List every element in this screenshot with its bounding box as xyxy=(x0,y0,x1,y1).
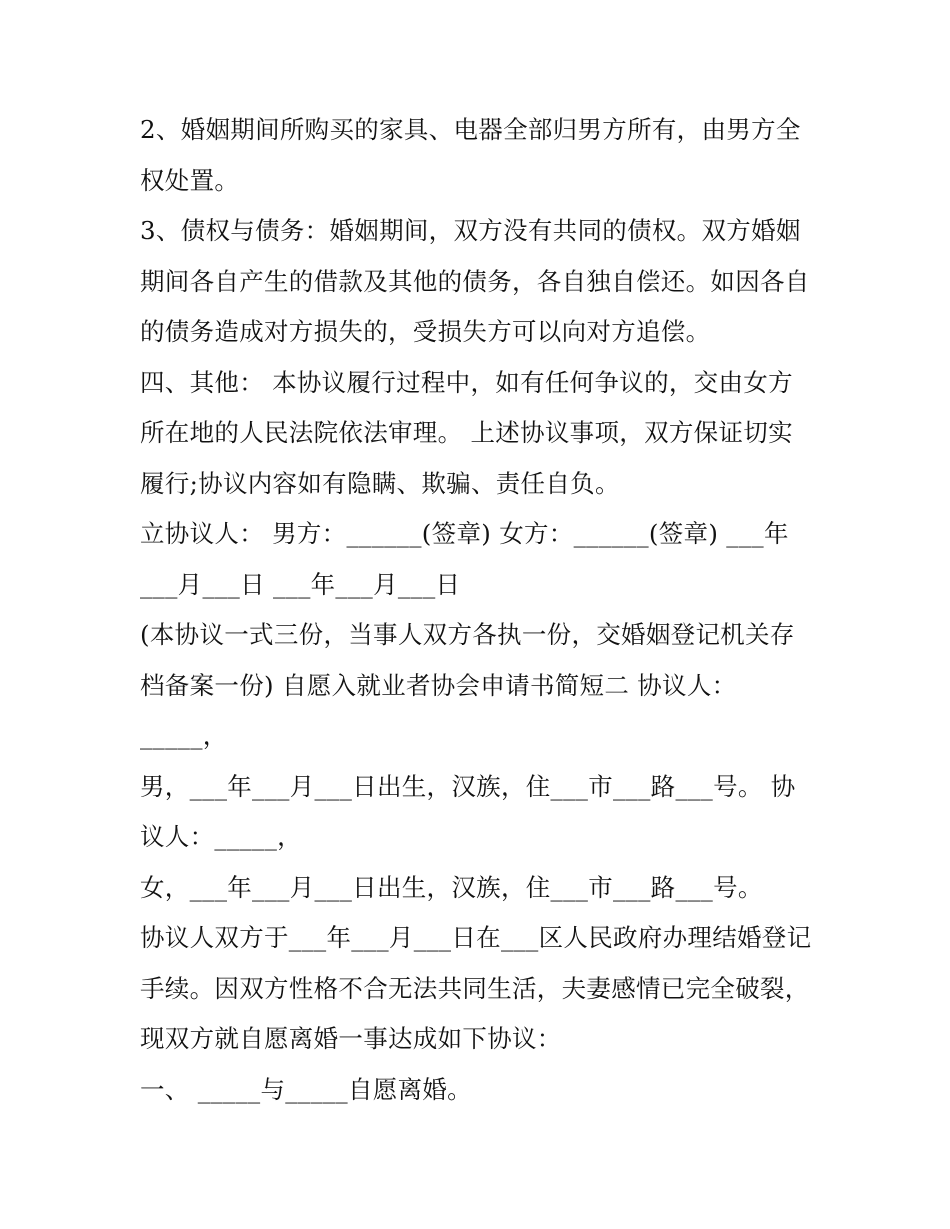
text-line: 一、 _____与_____自愿离婚。 xyxy=(140,1075,472,1104)
text-line: 现双方就自愿离婚一事达成如下协议： xyxy=(140,1024,562,1053)
text-line: 的债务造成对方损失的，受损失方可以向对方追偿。 xyxy=(140,317,711,346)
text-line: 立协议人： 男方：______(签章) 女方：______(签章) ___年 xyxy=(140,519,789,548)
text-line: 所在地的人民法院依法审理。 上述协议事项，双方保证切实 xyxy=(140,418,793,447)
text-line: 议人：_____， xyxy=(140,822,302,851)
text-line: 女，___年___月___日出生，汉族，住___市___路___号。 xyxy=(140,873,763,902)
text-line: ___月___日 ___年___月___日 xyxy=(140,570,461,599)
text-line: 期间各自产生的借款及其他的债务，各自独自偿还。如因各自 xyxy=(140,267,810,296)
text-line: _____， xyxy=(140,721,228,750)
text-line: 男，___年___月___日出生，汉族，住___市___路___号。 协 xyxy=(140,772,796,801)
text-line: 履行;协议内容如有隐瞒、欺骗、责任自负。 xyxy=(140,469,620,498)
text-line: 档备案一份) 自愿入就业者协会申请书简短二 协议人： xyxy=(140,671,737,700)
text-line: (本协议一式三份，当事人双方各执一份，交婚姻登记机关存 xyxy=(140,620,795,649)
text-line: 手续。因双方性格不合无法共同生活，夫妻感情已完全破裂， xyxy=(140,974,810,1003)
text-line: 3、债权与债务：婚姻期间，双方没有共同的债权。双方婚姻 xyxy=(140,216,801,245)
text-line: 四、其他： 本协议履行过程中，如有任何争议的，交由女方 xyxy=(140,368,793,397)
text-line: 2、婚姻期间所购买的家具、电器全部归男方所有，由男方全 xyxy=(140,115,801,144)
text-line: 权处置。 xyxy=(140,166,240,195)
text-line: 协议人双方于___年___月___日在___区人民政府办理结婚登记 xyxy=(140,923,812,952)
